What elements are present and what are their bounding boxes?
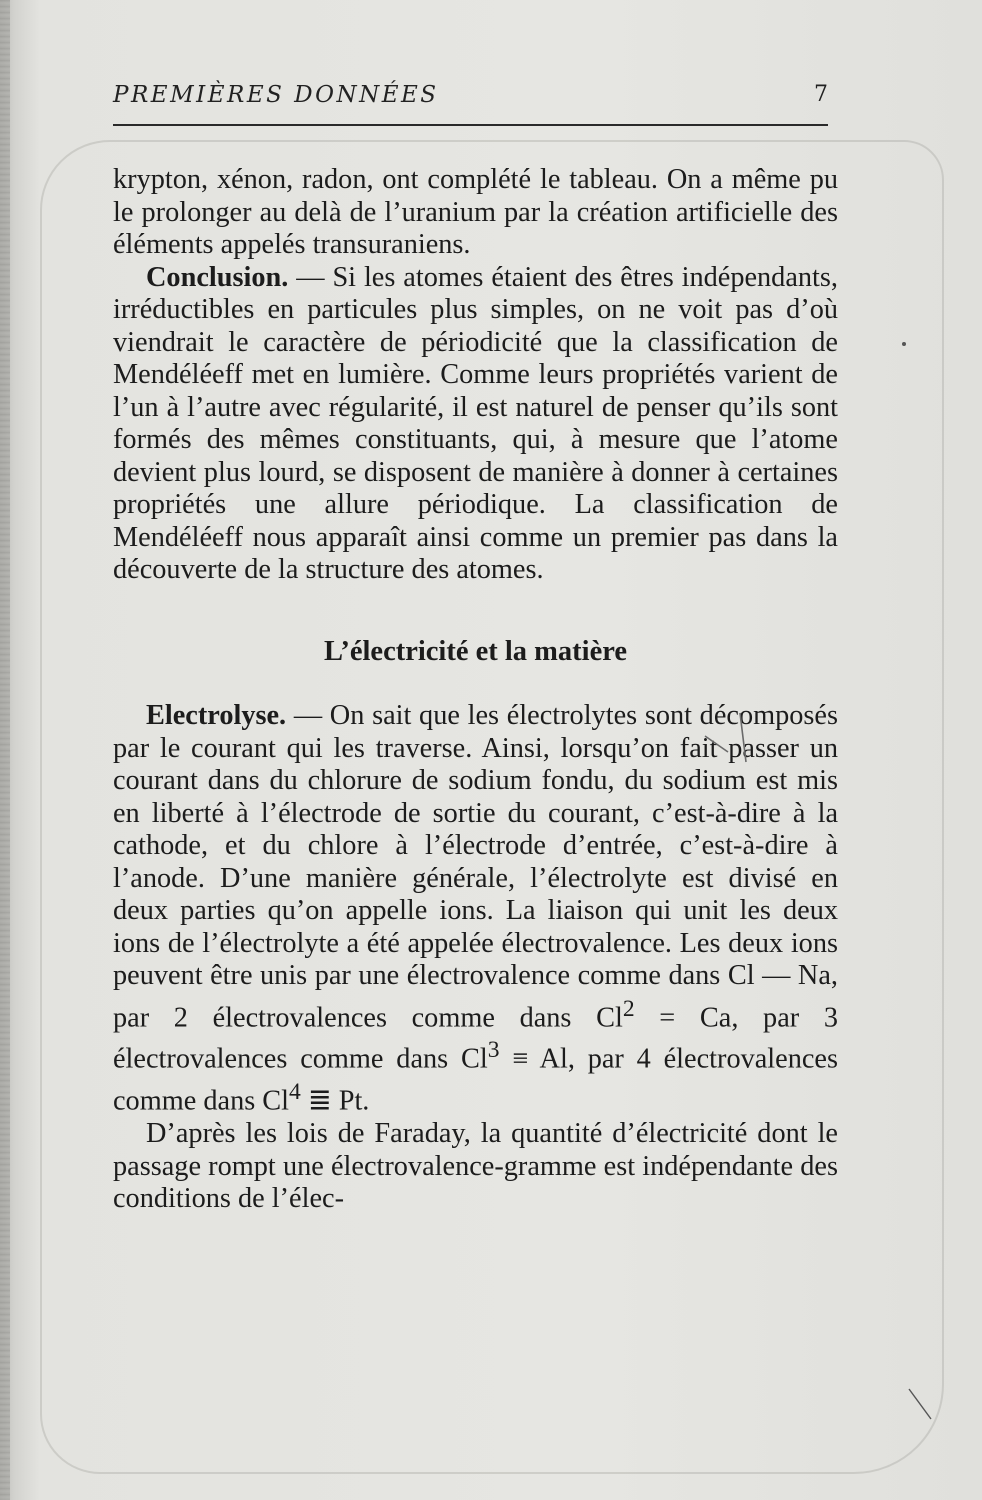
paragraph-continuation: krypton, xénon, radon, ont complété le tableau. On a même pu le prolonger au delà de l’uranium par la création artificielle des éléments appelés transuraniens. — [113, 164, 838, 260]
page-header — [113, 80, 828, 126]
section-title: L’électricité et la matière — [323, 635, 628, 667]
stray-dot-mark — [902, 342, 906, 346]
electrolyse-text-c: ≡ Al, par 4 électrovalences comme dans Cl — [113, 1043, 838, 1117]
superscript-3: 3 — [487, 1037, 500, 1064]
pencil-check-mark — [700, 708, 760, 768]
electrolyse-lead: Electrolyse. — [146, 700, 287, 731]
electrolyse-text-b: = Ca, par 3 électrovalences comme dans Cl — [113, 1001, 838, 1075]
conclusion-lead: Conclusion. — [146, 261, 289, 293]
running-head: PREMIÈRES DONNÉES — [113, 82, 439, 108]
page-body — [113, 164, 838, 1216]
paragraph-conclusion — [113, 262, 838, 587]
conclusion-text: — Si les atomes étaient des êtres indépendants, irréductibles en particules plus simples, on ne voit pas d’où viendrait le caractère de périodicité que la classification de Mendéléeff met en lumière. Comme leurs propriétés varient de l’un à l’autre avec régularité, il est naturel de penser qu’ils sont formés des mêmes constituants, qui, à mesure que l’atome devient plus lourd, se disposent de manière à donner à certaines propriétés une allure périodique. La classification de Mendéléeff nous apparaît ainsi comme un premier pas dans la découverte de la structure des atomes. — [113, 261, 838, 585]
pencil-slash-mark — [905, 1385, 935, 1425]
superscript-2: 2 — [622, 995, 635, 1022]
electrolyse-text-d: ≣ Pt. — [300, 1085, 370, 1117]
electrolyse-text-a: — On sait que les électrolytes sont décomposés par le courant qui les traverse. Ainsi, lorsqu’on fait passer un courant dans du chlorure de sodium fondu, du sodium est mis en liberté à l’électrode de sortie du courant, c’est-à-dire à la cathode, et du chlore à l’électrode d’entrée, c’est-à-dire à l’anode. D’une manière générale, l’électrolyte est divisé en deux parties qu’on appelle ions. La liaison qui unit les deux ions de l’électrolyte a été appelée électrovalence. Les deux ions peuvent être unis par une électrovalence comme dans Cl — Na, par 2 électrovalences comme dans Cl — [113, 700, 838, 1033]
page-number: 7 — [814, 82, 828, 107]
paragraph-faraday: D’après les lois de Faraday, la quantité d’électricité dont le passage rompt une électrovalence-gramme est indépendante des conditions de l’élec- — [113, 1118, 838, 1215]
superscript-4: 4 — [289, 1079, 301, 1106]
